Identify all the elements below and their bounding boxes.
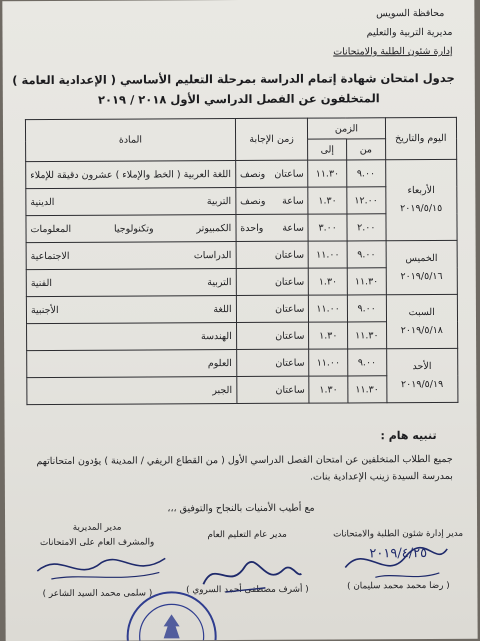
- duration-cell: ساعتان: [236, 322, 309, 349]
- from-cell: ١١.٣٠: [347, 268, 386, 295]
- day-name: الخميس: [405, 252, 438, 264]
- from-cell: ٩.٠٠: [347, 295, 386, 322]
- from-cell: ١١.٣٠: [348, 376, 387, 403]
- duration-cell: ساعتان ونصف: [235, 160, 308, 187]
- day-date: ٢٠١٩/٥/١٦: [400, 270, 443, 282]
- header-from: من: [347, 139, 386, 160]
- from-cell: ٩.٠٠: [347, 160, 386, 187]
- header-time: الزمن: [308, 118, 385, 139]
- to-cell: ٣.٠٠: [308, 214, 347, 241]
- duration-cell: ساعتان: [236, 295, 309, 322]
- subject-cell: العلوم: [27, 350, 237, 378]
- table-header-row: [25, 117, 456, 140]
- day-name: الأحد: [412, 360, 432, 372]
- signature-name: ( رضا محمد محمد سليمان ): [347, 580, 450, 592]
- document-title: جدول امتحان شهادة إتمام الدراسة بمرحلة التعليم الأساسي ( الإعدادية العامة ): [12, 70, 455, 88]
- signature-title: مدير المديرية: [72, 522, 122, 533]
- document-subtitle: المتخلفون عن الفصل الدراسي الأول ٢٠١٨ / ٢٠١٩: [97, 91, 380, 107]
- header-subject: المادة: [25, 119, 235, 162]
- official-stamp-icon: [121, 586, 221, 641]
- document-page: [2, 0, 477, 641]
- to-cell: ١١.٠٠: [309, 295, 348, 322]
- subject-cell: الدراسات الاجتماعية: [26, 242, 236, 270]
- to-cell: ١١.٠٠: [309, 349, 348, 376]
- subject-cell: الكمبيوتر وتكنولوجيا المعلومات: [26, 215, 236, 243]
- duration-cell: ساعتان: [236, 349, 309, 376]
- day-date: ٢٠١٩/٥/١٥: [400, 202, 443, 215]
- duration-cell: ساعتان: [237, 376, 310, 403]
- subject-cell: الجبر: [27, 377, 237, 405]
- subject-cell: الهندسة: [27, 323, 237, 351]
- from-cell: ٩.٠٠: [347, 241, 386, 268]
- subject-cell: التربية الدينية: [26, 188, 236, 216]
- signature-title: مدير إدارة شئون الطلبة والامتحانات: [333, 528, 464, 540]
- duration-cell: ساعتان: [236, 241, 309, 268]
- notice-title: تنبيه هام :: [380, 428, 437, 443]
- from-cell: ٢.٠٠: [347, 214, 386, 241]
- to-cell: ١.٣٠: [309, 376, 348, 403]
- subject-cell: اللغة الأجنبية: [26, 296, 236, 324]
- day-cell: [386, 240, 458, 294]
- to-cell: ١١.٣٠: [308, 160, 347, 187]
- to-cell: ١.٣٠: [308, 187, 347, 214]
- header-duration: زمن الإجابة: [235, 118, 308, 160]
- subject-cell: اللغة العربية ( الخط والإملاء ) عشرون دقيقة للإملاء: [26, 161, 236, 189]
- day-date: ٢٠١٩/٥/١٩: [401, 378, 444, 390]
- duration-cell: ساعتان: [236, 268, 309, 295]
- signature-subtitle: والمشرف العام على الامتحانات: [39, 537, 155, 549]
- signature-name: ( سلمى محمد السيد الشاعر ): [42, 588, 153, 600]
- day-name: السبت: [408, 306, 435, 318]
- table-row: [26, 240, 457, 269]
- signature-title: مدير عام التعليم العام: [207, 529, 287, 541]
- department-label: إدارة شئون الطلبة والامتحانات: [333, 45, 453, 58]
- exam-schedule-table: [25, 117, 458, 405]
- table-row: [26, 294, 457, 323]
- header-day-date: اليوم والتاريخ: [385, 117, 457, 159]
- table-row: [26, 159, 457, 188]
- day-cell: [386, 348, 458, 402]
- governorate-label: محافظة السويس: [376, 7, 445, 20]
- table-row: [27, 348, 458, 377]
- signature-scribble-left: [31, 548, 171, 589]
- to-cell: ١١.٠٠: [308, 241, 347, 268]
- duration-cell: ساعة واحدة: [236, 214, 309, 241]
- signature-scribble-right: [335, 537, 455, 588]
- subject-cell: التربية الفنية: [26, 269, 236, 297]
- notice-body: جميع الطلاب المتخلفين عن امتحان الفصل الدراسي الأول ( من القطاع الريفي / المدينة ) يؤدون امتحاناتهم بمدرسة السيدة زينب الإعدادية بنات.: [36, 453, 453, 483]
- to-cell: ١.٣٠: [309, 322, 348, 349]
- duration-cell: ساعة ونصف: [236, 187, 309, 214]
- day-date: ٢٠١٩/٥/١٨: [400, 324, 443, 336]
- to-cell: ١.٣٠: [309, 268, 348, 295]
- from-cell: ١٢.٠٠: [347, 187, 386, 214]
- directorate-label: مديرية التربية والتعليم: [366, 26, 453, 39]
- from-cell: ١١.٣٠: [347, 322, 386, 349]
- from-cell: ٩.٠٠: [348, 349, 387, 376]
- header-to: إلى: [308, 139, 347, 160]
- signature-name: ( أشرف مصطفى أحمد السروي ): [186, 584, 309, 596]
- header-block: [333, 7, 453, 59]
- day-name: الأربعاء: [407, 184, 435, 197]
- closing-line: مع أطيب الأمنيات بالنجاح والتوفيق ،،،: [167, 502, 315, 515]
- handwritten-date: ٢٠١٩/٤/٢٥: [369, 546, 428, 562]
- day-cell: [385, 159, 457, 240]
- day-cell: [386, 294, 458, 348]
